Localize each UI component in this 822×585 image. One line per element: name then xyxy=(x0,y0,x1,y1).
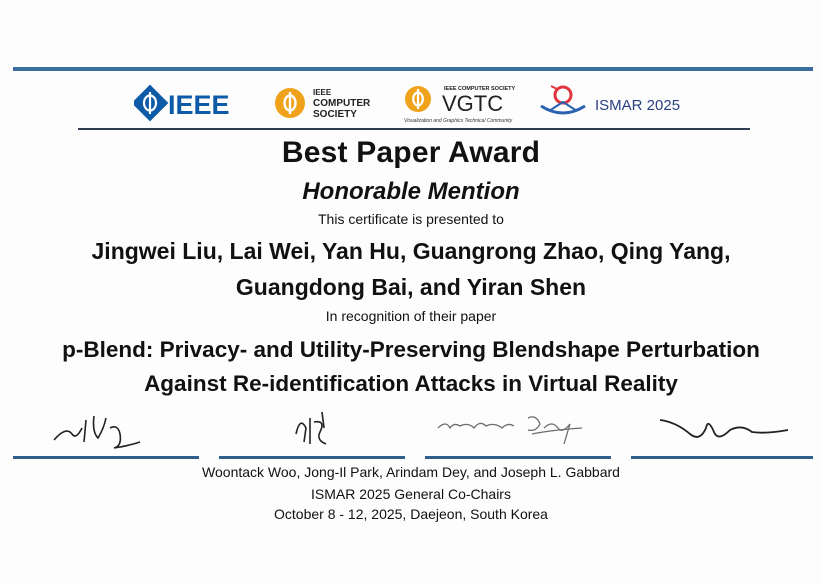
signer-names: Woontack Woo, Jong-Il Park, Arindam Dey, and Joseph L. Gabbard xyxy=(202,464,620,480)
svg-text:VGTC: VGTC xyxy=(442,91,504,116)
svg-text:IEEE: IEEE xyxy=(313,88,332,97)
signature-3 xyxy=(432,398,592,456)
vgtc-logo xyxy=(402,82,520,124)
signature-line-4 xyxy=(631,456,813,459)
paper-title-line-1: p-Blend: Privacy- and Utility-Preserving Blendshape Perturbation xyxy=(62,337,760,362)
signature-4 xyxy=(656,398,796,456)
authors-line-2: Guangdong Bai, and Yiran Shen xyxy=(235,274,587,300)
signer-role: ISMAR 2025 General Co-Chairs xyxy=(311,486,511,502)
svg-text:ISMAR 2025: ISMAR 2025 xyxy=(595,97,681,114)
signature-line-1 xyxy=(13,456,199,459)
svg-text:SOCIETY: SOCIETY xyxy=(313,109,357,120)
svg-text:Visualization and Graphics Tec: Visualization and Graphics Technical Community xyxy=(404,118,513,124)
signature-1 xyxy=(48,398,158,456)
svg-text:IEEE: IEEE xyxy=(168,90,230,120)
authors-line-1: Jingwei Liu, Lai Wei, Yan Hu, Guangrong Zhao, Qing Yang, xyxy=(91,238,731,264)
top-rule xyxy=(13,67,813,71)
ismar-logo xyxy=(537,82,687,124)
ieee-logo xyxy=(134,82,250,124)
signature-2 xyxy=(286,398,346,456)
event-dates: October 8 - 12, 2025, Daejeon, South Korea xyxy=(274,506,548,522)
sponsor-logos xyxy=(0,82,822,124)
award-title: Best Paper Award xyxy=(281,136,541,169)
svg-text:IEEE COMPUTER SOCIETY: IEEE COMPUTER SOCIETY xyxy=(444,86,516,92)
logo-divider xyxy=(78,128,750,130)
recognition-text: In recognition of their paper xyxy=(325,308,497,324)
signature-line-2 xyxy=(219,456,405,459)
presented-text: This certificate is presented to xyxy=(318,211,504,227)
award-subtitle: Honorable Mention xyxy=(302,178,520,205)
svg-text:COMPUTER: COMPUTER xyxy=(313,98,371,109)
signatures xyxy=(0,398,822,460)
computer-society-logo xyxy=(272,82,384,124)
paper-title-line-2: Against Re-identification Attacks in Virtual Reality xyxy=(144,371,678,396)
signature-line-3 xyxy=(425,456,611,459)
